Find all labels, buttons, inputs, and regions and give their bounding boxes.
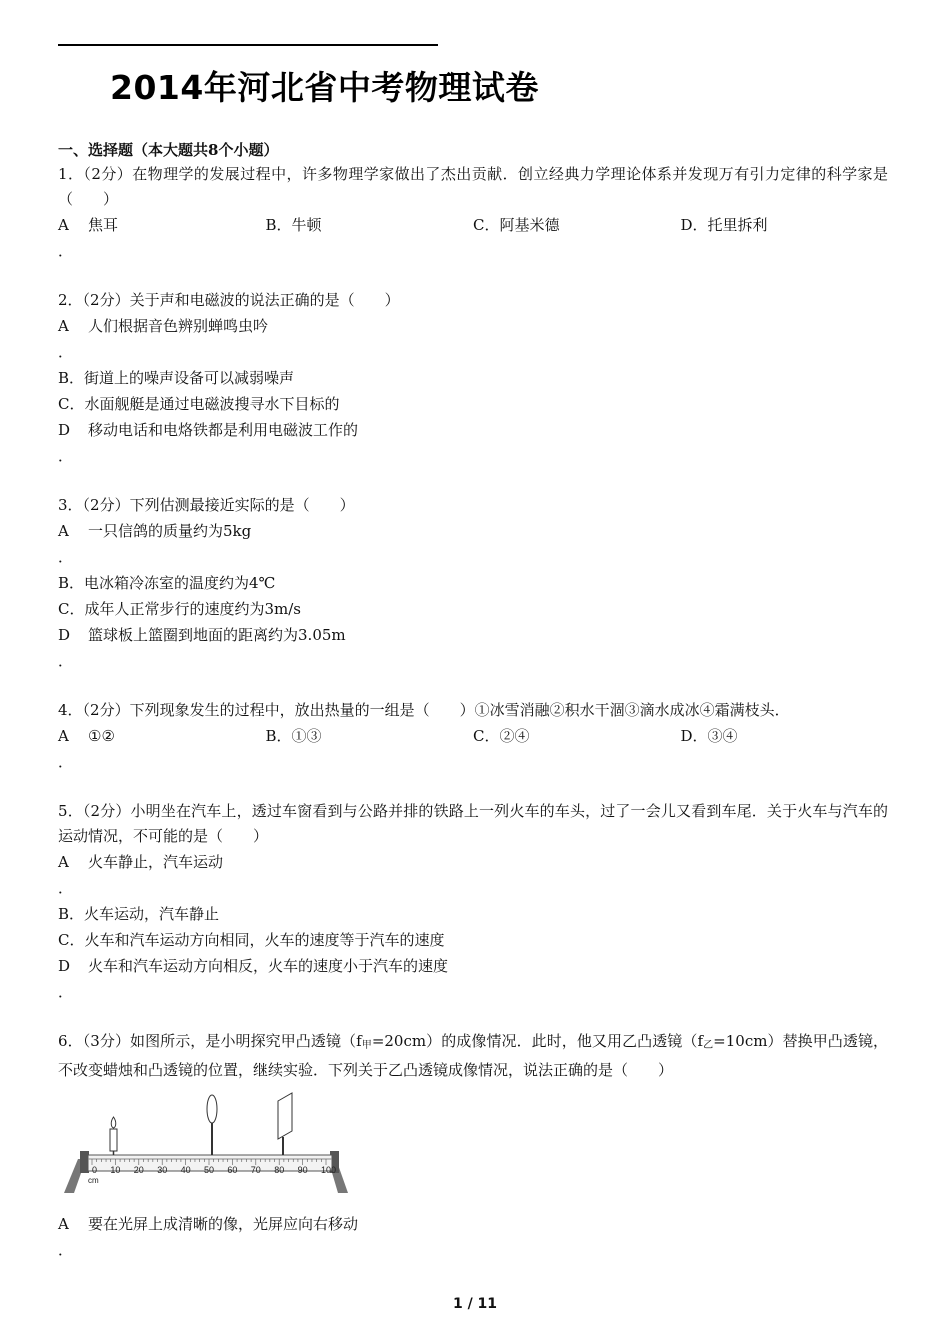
option-dot: ． — [58, 1241, 74, 1259]
question-stem: 5．（2分）小明坐在汽车上，透过车窗看到与公路并排的铁路上一列火车的车头，过了一会儿又看到车尾．关于火车与汽车的运动情况，不可能的是（ ） — [58, 802, 888, 845]
question-1 — [58, 162, 888, 264]
question-2 — [58, 288, 888, 469]
option-dot: ． — [58, 879, 74, 897]
question-stem: 4．（2分）下列现象发生的过程中，放出热量的一组是（ ）①冰雪消融②积水干涸③滴水成冰④霜满枝头． — [58, 701, 790, 719]
option-b[interactable]: B．街道上的噪声设备可以减弱噪声 — [58, 369, 295, 387]
option-b[interactable]: B．牛顿 — [265, 216, 322, 234]
option-d[interactable]: D．托里拆利 — [680, 216, 768, 234]
option-c[interactable]: C．水面舰艇是通过电磁波搜寻水下目标的 — [58, 395, 340, 413]
question-stem: 2．（2分）关于声和电磁波的说法正确的是（ ） — [58, 291, 400, 309]
question-4 — [58, 698, 888, 775]
option-b[interactable]: B．电冰箱冷冻室的温度约为4℃ — [58, 574, 276, 592]
option-dot: ． — [58, 447, 74, 465]
option-a[interactable]: A 焦耳 — [58, 216, 119, 234]
question-list — [58, 162, 888, 1263]
ruler-tick-label: 60 — [227, 1165, 238, 1175]
header-rule — [58, 44, 438, 46]
optical-bench-figure — [58, 1091, 348, 1201]
ruler-tick-label: 50 — [204, 1165, 215, 1175]
option-row — [58, 723, 888, 749]
question-5 — [58, 799, 888, 1005]
unit-label: cm — [88, 1176, 99, 1185]
question-stem: 6．（3分）如图所示，是小明探究甲凸透镜$(f_甲=20cm)$的成像情况．此时，他又用乙凸透镜$(f_乙=10cm)$替换甲凸透镜，不改变蜡烛和凸透镜的位置，继续实验．下列关于乙凸透镜成像情况，说法正确的是（ ） — [58, 1032, 889, 1079]
question-3 — [58, 493, 888, 674]
option-a[interactable]: A ①② — [58, 727, 115, 745]
option-c[interactable]: C．②④ — [473, 727, 530, 745]
option-a[interactable]: A 要在光屏上成清晰的像，光屏应向右移动 — [58, 1215, 359, 1233]
option-a[interactable]: A 一只信鸽的质量约为5kg — [58, 522, 252, 540]
ruler-tick-label: 100 — [321, 1165, 337, 1175]
option-d[interactable]: D．③④ — [680, 727, 738, 745]
option-a[interactable]: A 火车静止，汽车运动 — [58, 853, 224, 871]
option-d[interactable]: D 火车和汽车运动方向相反，火车的速度小于汽车的速度 — [58, 957, 449, 975]
option-dot: ． — [58, 652, 74, 670]
ruler-tick-label: 0 — [92, 1165, 98, 1175]
candle — [110, 1117, 117, 1155]
section-heading: 一、选择题（本大题共8个小题） — [58, 141, 279, 159]
option-d[interactable]: D 移动电话和电烙铁都是利用电磁波工作的 — [58, 421, 359, 439]
page-number: 1 / 11 — [452, 1296, 498, 1312]
ruler-tick-label: 90 — [297, 1165, 308, 1175]
ruler-tick-label: 40 — [180, 1165, 191, 1175]
page-title: 2014年河北省中考物理试卷 — [110, 68, 539, 107]
question-stem: 1．（2分）在物理学的发展过程中，许多物理学家做出了杰出贡献．创立经典力学理论体系并发现万有引力定律的科学家是（ ） — [58, 165, 888, 208]
option-dot: ． — [58, 343, 74, 361]
ruler-tick-label: 80 — [274, 1165, 285, 1175]
option-c[interactable]: C．阿基米德 — [473, 216, 560, 234]
option-dot: ． — [58, 753, 74, 771]
option-d[interactable]: D 篮球板上篮圈到地面的距离约为3.05m — [58, 626, 346, 644]
option-a[interactable]: A 人们根据音色辨别蝉鸣虫吟 — [58, 317, 269, 335]
ruler-tick-label: 20 — [133, 1165, 144, 1175]
ruler-tick-label: 70 — [250, 1165, 261, 1175]
option-dot: ． — [58, 242, 74, 260]
ruler-tick-label: 30 — [157, 1165, 168, 1175]
convex-lens — [207, 1095, 217, 1155]
option-b[interactable]: B．火车运动，汽车静止 — [58, 905, 220, 923]
question-stem: 3．（2分）下列估测最接近实际的是（ ） — [58, 496, 355, 514]
option-c[interactable]: C．火车和汽车运动方向相同，火车的速度等于汽车的速度 — [58, 931, 445, 949]
question-6 — [58, 1029, 888, 1263]
option-dot: ． — [58, 983, 74, 1001]
light-screen — [278, 1093, 292, 1155]
option-c[interactable]: C．成年人正常步行的速度约为3m/s — [58, 600, 302, 618]
ruler-tick-label: 10 — [110, 1165, 121, 1175]
option-row — [58, 212, 888, 238]
option-dot: ． — [58, 548, 74, 566]
option-b[interactable]: B．①③ — [265, 727, 322, 745]
